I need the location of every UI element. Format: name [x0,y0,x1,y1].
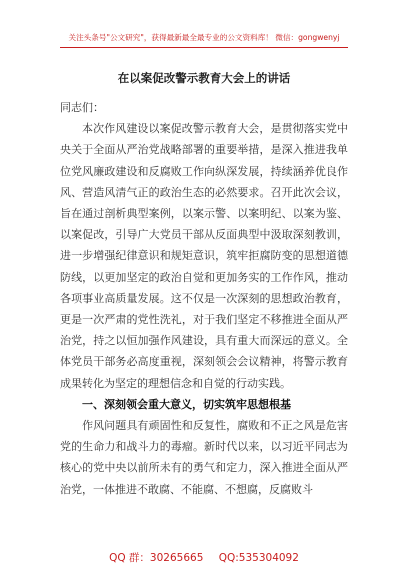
header-divider [60,47,348,48]
header-notice: 关注头条号"公文研究"，获得最新最全最专业的公文资料库！ 微信：gongwenyj [68,33,340,42]
paragraph-1: 本次作风建设以案促改警示教育大会，是贯彻落实党中央关于全面从严治党战略部署的重要举措，是深入推进我单位党风廉政建设和反腐败工作向纵深发展，持续涵养优良作风、营造风清气正的政治生态的必然要求。召开此次会议，旨在通过剖析典型案例，以案示警、以案明纪、以案为鉴、以案促改，引导广大党员干部从反面典型中汲取深刻教训，进一步增强纪律意识和规矩意识，筑牢拒腐防变的思想道德防线，以更加坚定的政治自觉和更加务实的工作作风，推动各项事业高质量发展。这不仅是一次深刻的思想政治教育，更是一次严肃的党性洗礼，对于我们坚定不移推进全面从严治党，持之以恒加强作风建设，具有重大而深远的意义。全体党员干部务必高度重视，深刻领会会议精神，将警示教育成果转化为坚定的理想信念和自觉的行动实践。 [60,122,348,390]
document-title: 在以案促改警示教育大会上的讲话 [117,71,291,85]
footer-qq: QQ:535304092 [218,552,299,564]
paragraph-2: 作风问题具有顽固性和反复性，腐败和不正之风是危害党的生命力和战斗力的毒瘤。新时代以来，以习近平同志为核心的党中央以前所未有的勇气和定力，深入推进全面从严治党，一体推进不敢腐、不能腐、不想腐，反腐败斗 [60,419,348,496]
footer-qq-group: QQ 群：30265665 [109,552,204,564]
footer-contact [60,550,348,565]
section-heading-1: 一、深刻领会重大意义，切实筑牢思想根基 [82,397,291,411]
salutation: 同志们： [60,101,104,114]
document-body [60,97,348,500]
